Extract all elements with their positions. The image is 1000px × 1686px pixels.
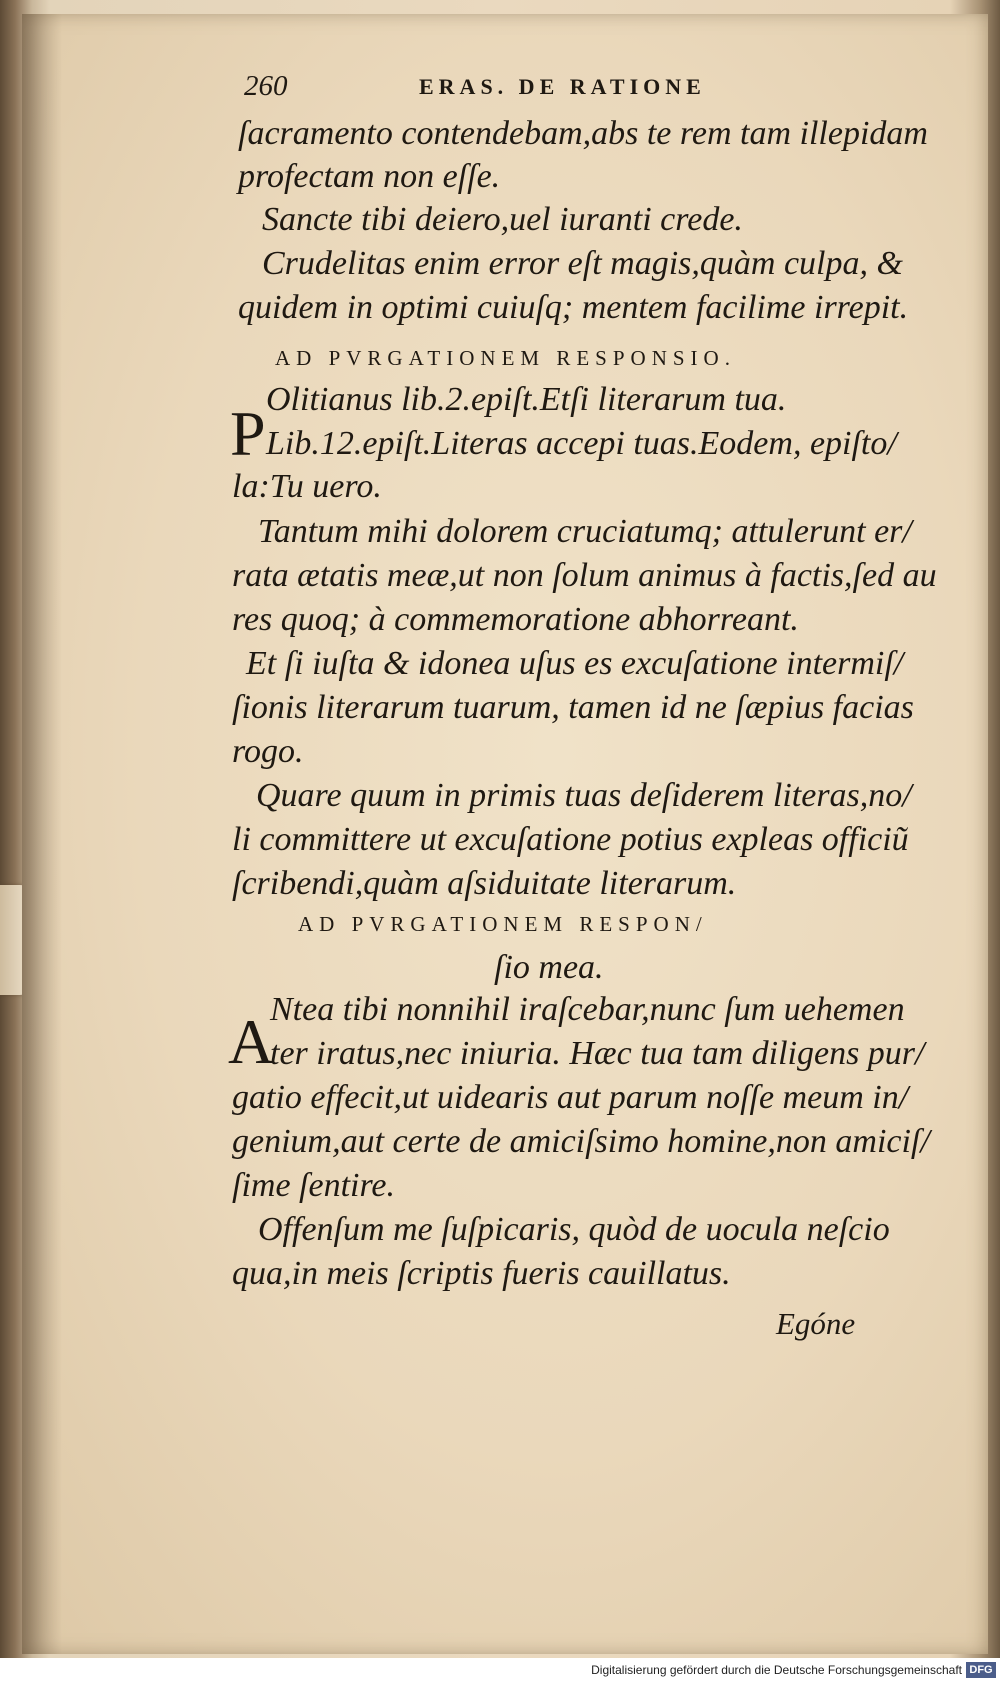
text-line: Et ſi iuſta & idonea uſus es excuſatione intermiſ/ (246, 645, 904, 682)
catchword: Egóne (776, 1306, 856, 1341)
text-line: genium,aut certe de amiciſsimo homine,non amiciſ/ (232, 1123, 930, 1160)
text-line: la:Tu uero. (232, 468, 382, 505)
text-line: Crudelitas enim error eſt magis,quàm culpa, & (262, 245, 903, 282)
folio-number: 260 (244, 70, 288, 102)
text-line: ſacramento contendebam,abs te rem tam illepidam (238, 115, 928, 152)
text-line: gatio effecit,ut uidearis aut parum noſſe meum in/ (232, 1079, 909, 1116)
text-line: Ntea tibi nonnihil iraſcebar,nunc ſum uehemen (270, 991, 905, 1028)
text-line: Quare quum in primis tuas deſiderem literas,no/ (256, 777, 912, 814)
page-text (22, 14, 988, 1654)
text-line: ter iratus,nec iniuria. Hæc tua tam diligens pur/ (270, 1035, 925, 1072)
text-line: rogo. (232, 733, 304, 770)
text-line: li committere ut excuſatione potius expleas officiũ (232, 821, 909, 858)
drop-capital: A (228, 1006, 275, 1077)
book-page (22, 14, 988, 1654)
text-line: profectam non eſſe. (238, 158, 501, 195)
running-title: ERAS. DE RATIONE (419, 74, 706, 99)
text-line: qua,in meis ſcriptis fueris cauillatus. (232, 1255, 731, 1292)
dfg-logo: DFG (966, 1662, 996, 1678)
text-line: ſionis literarum tuarum, tamen id ne ſæpius facias (232, 689, 914, 726)
drop-capital: P (230, 398, 266, 469)
text-line: ſime ſentire. (232, 1167, 396, 1204)
text-line: res quoq; à commemoratione abhorreant. (232, 601, 799, 638)
text-line: Lib.12.epiſt.Literas accepi tuas.Eodem, epiſto/ (266, 425, 897, 462)
text-line: Offenſum me ſuſpicaris, quòd de uocula neſcio (258, 1211, 890, 1248)
funding-credit: Digitalisierung gefördert durch die Deutsche Forschungsgemeinschaft (591, 1663, 962, 1677)
text-line: rata ætatis meæ,ut non ſolum animus à factis,ſed au (232, 557, 937, 594)
text-line: Olitianus lib.2.epiſt.Etſi literarum tua. (266, 381, 787, 418)
text-line: quidem in optimi cuiuſq; mentem facilime irrepit. (238, 289, 909, 326)
text-line: Sancte tibi deiero,uel iuranti crede. (262, 201, 743, 238)
section-heading-continued: ſio mea. (494, 949, 604, 986)
text-line: ſcribendi,quàm aſsiduitate literarum. (232, 865, 737, 902)
section-heading: AD PVRGATIONEM RESPONSIO. (275, 346, 736, 370)
running-head (244, 70, 804, 110)
section-heading: AD PVRGATIONEM RESPON/ (298, 912, 708, 936)
footer-credit-bar (0, 1658, 1000, 1686)
text-line: Tantum mihi dolorem cruciatumq; attulerunt er/ (258, 513, 912, 550)
